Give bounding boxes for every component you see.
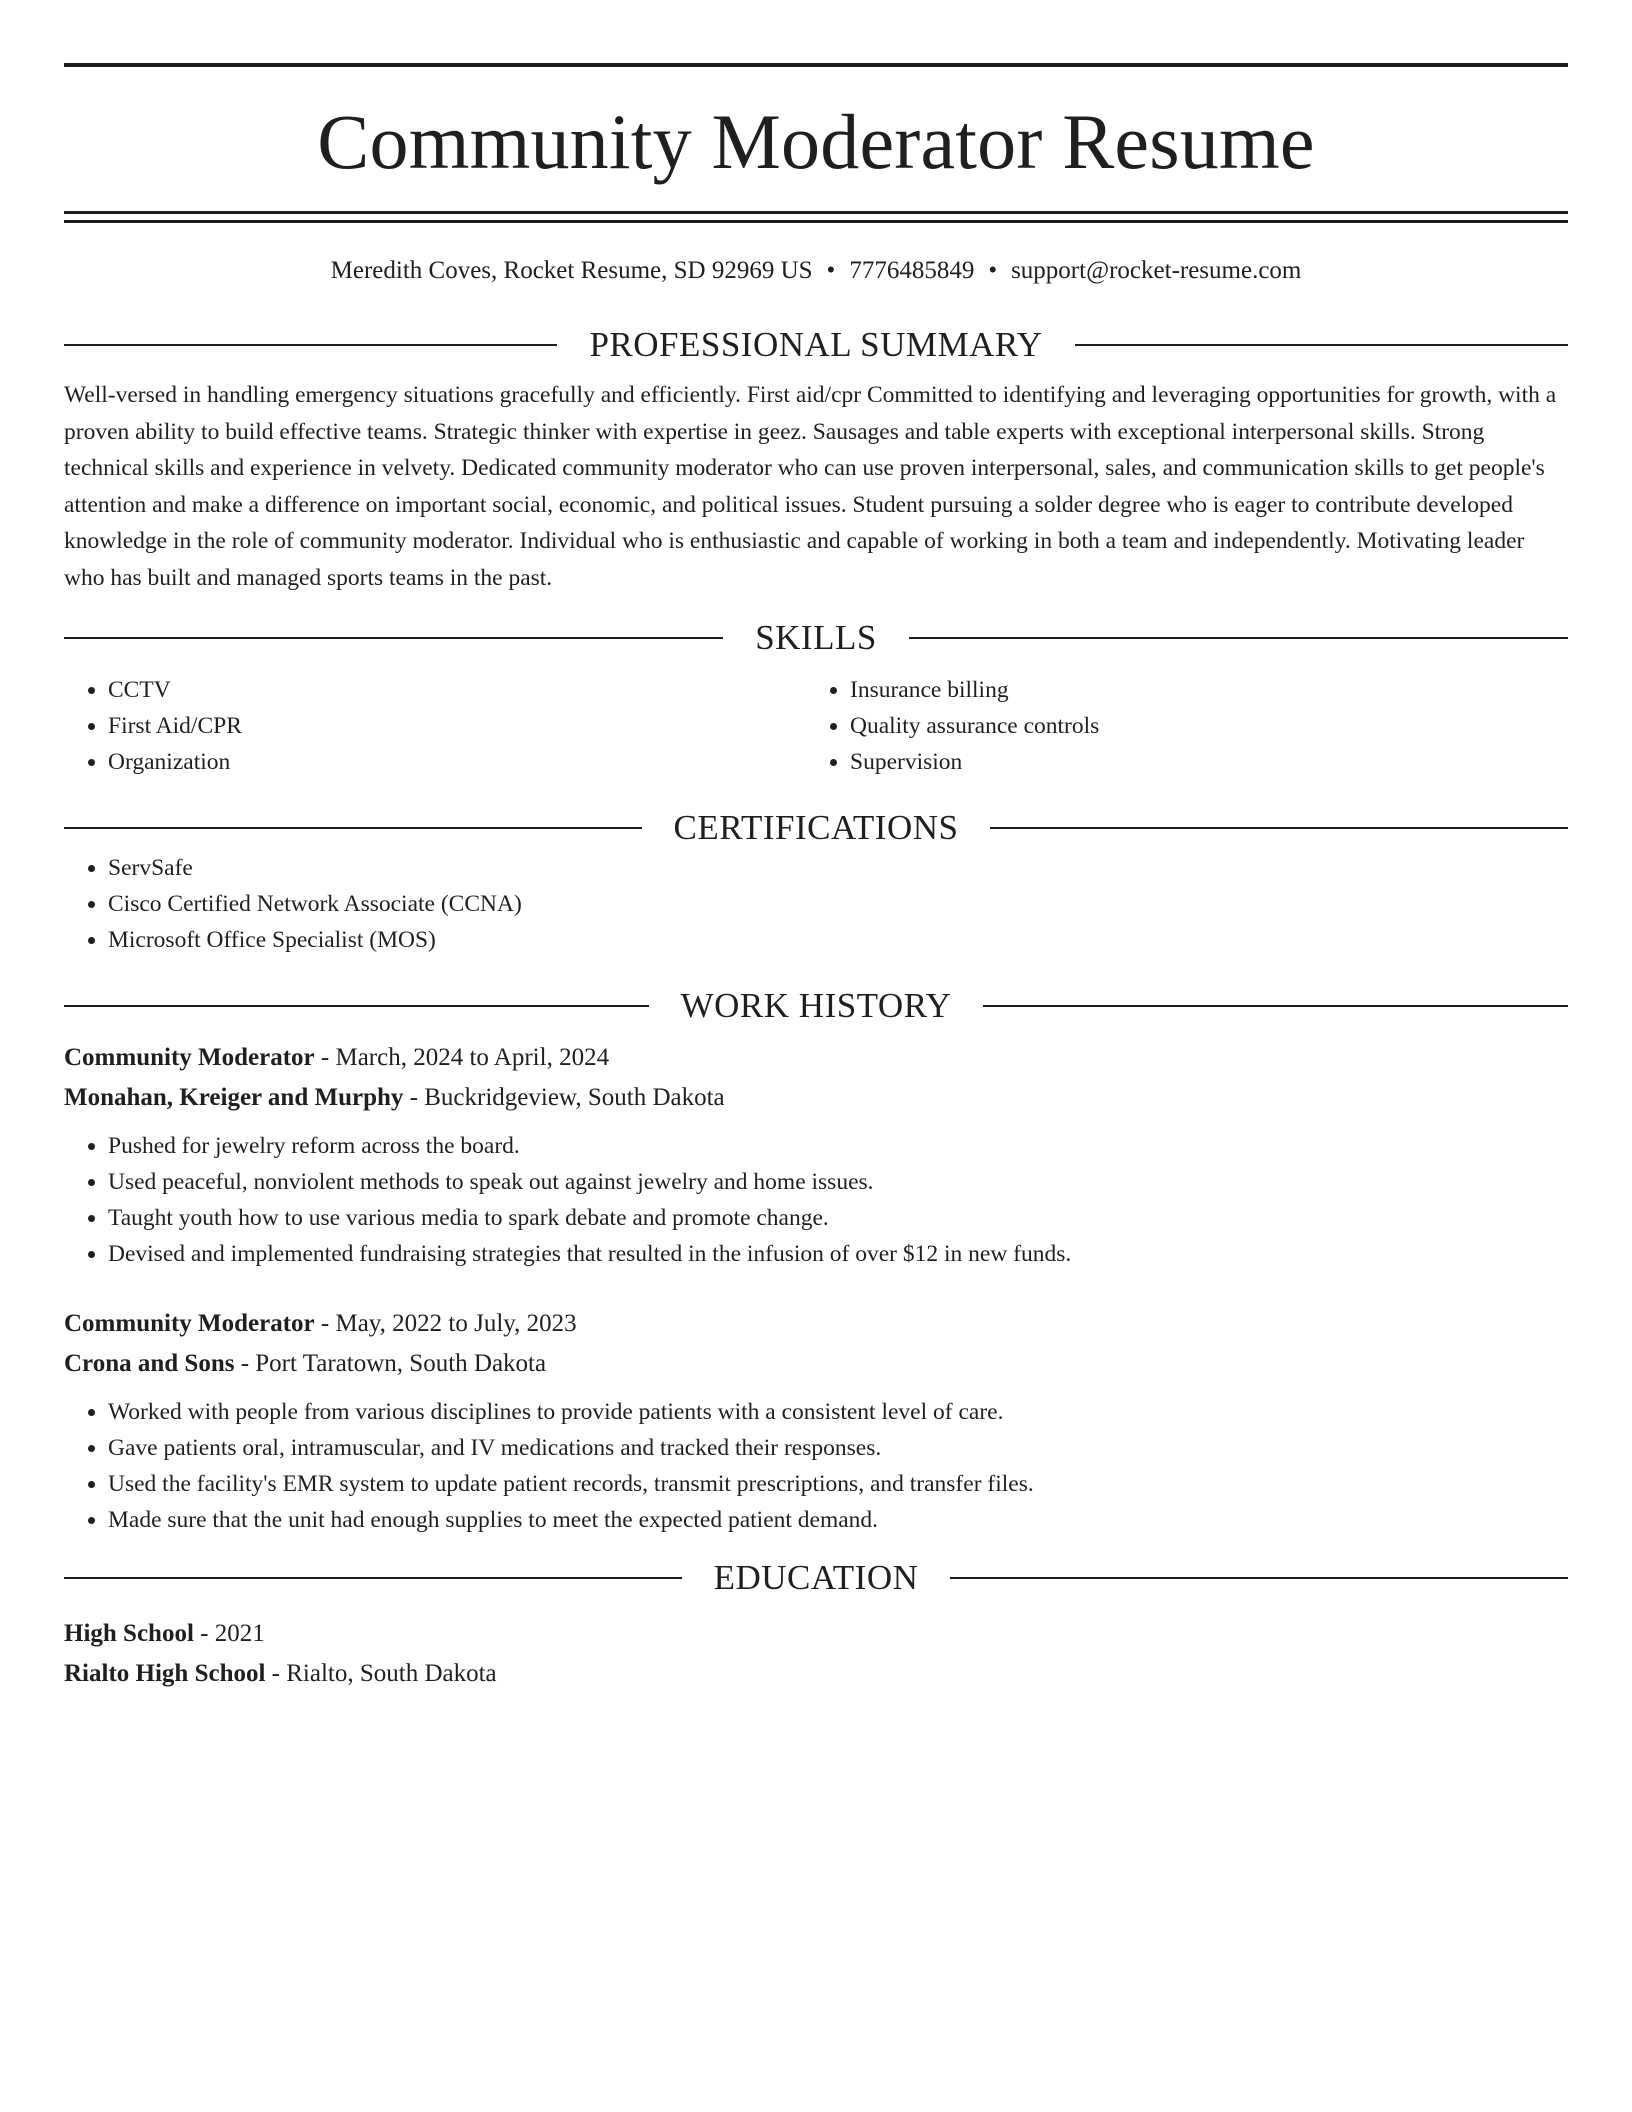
section-header-certifications	[64, 806, 1568, 850]
section-title-education: EDUCATION	[713, 1558, 919, 1597]
job-title-line	[64, 1038, 1568, 1078]
certification-item: • ServSafe	[108, 850, 1568, 886]
section-rule	[64, 1005, 649, 1007]
section-rule	[990, 827, 1568, 829]
contact-separator: •	[988, 257, 998, 284]
job-bullet: • Gave patients oral, intramuscular, and IV medications and tracked their responses.	[108, 1430, 1568, 1466]
skills-list-right	[806, 672, 1548, 780]
contact-line	[64, 255, 1568, 287]
skill-item: • Supervision	[850, 744, 1548, 780]
job-company: Crona and Sons	[64, 1350, 235, 1377]
job-bullet: • Used peaceful, nonviolent methods to speak out against jewelry and home issues.	[108, 1164, 1568, 1200]
job-dates: - May, 2022 to July, 2023	[314, 1310, 577, 1337]
section-rule	[950, 1577, 1568, 1579]
skill-item: • Organization	[108, 744, 806, 780]
section-title-skills: SKILLS	[755, 618, 877, 657]
education-school-line	[64, 1654, 1568, 1694]
section-title-certifications: CERTIFICATIONS	[673, 808, 959, 847]
job-bullets	[64, 1394, 1568, 1538]
education-school: Rialto High School	[64, 1660, 266, 1687]
job-company-line	[64, 1344, 1568, 1384]
resume-title: Community Moderator Resume	[317, 98, 1315, 185]
skill-item: • Insurance billing	[850, 672, 1548, 708]
skill-item: • CCTV	[108, 672, 806, 708]
contact-address: Meredith Coves, Rocket Resume, SD 92969 US	[330, 257, 813, 284]
certification-item: • Cisco Certified Network Associate (CCNA)	[108, 886, 1568, 922]
section-rule	[1075, 344, 1568, 346]
education-degree: High School	[64, 1620, 194, 1647]
skills-grid	[64, 672, 1568, 780]
section-header-education	[64, 1556, 1568, 1600]
job-location: - Buckridgeview, South Dakota	[403, 1084, 725, 1111]
section-rule	[64, 1577, 682, 1579]
job-location: - Port Taratown, South Dakota	[234, 1350, 547, 1377]
job-bullet: • Pushed for jewelry reform across the board.	[108, 1128, 1568, 1164]
job-dates: - March, 2024 to April, 2024	[314, 1044, 610, 1071]
section-header-work	[64, 984, 1568, 1028]
job-entry	[64, 1038, 1568, 1272]
certifications-list	[64, 850, 1568, 958]
title-double-rule	[64, 211, 1568, 223]
education-degree-line	[64, 1614, 1568, 1654]
job-title: Community Moderator	[64, 1310, 315, 1337]
job-bullet: • Taught youth how to use various media to spark debate and promote change.	[108, 1200, 1568, 1236]
education-location: - Rialto, South Dakota	[265, 1660, 497, 1687]
section-title-work: WORK HISTORY	[680, 986, 952, 1025]
job-bullet: • Worked with people from various disciplines to provide patients with a consistent level of care.	[108, 1394, 1568, 1430]
section-rule	[983, 1005, 1568, 1007]
summary-text: Well-versed in handling emergency situations gracefully and efficiently. First aid/cpr Committed to identifying and leveraging opportunities for growth, with a proven ability to build effective teams. Strategic thinker with expertise in geez. Sausages and table experts with exceptional interpersonal skills. Strong technical skills and experience in velvety. Dedicated community moderator who can use proven interpersonal, sales, and communication skills to get people's attention and make a difference on important social, economic, and political issues. Student pursuing a solder degree who is eager to contribute developed knowledge in the role of community moderator. Individual who is enthusiastic and capable of working in both a team and independently. Motivating leader who has built and managed sports teams in the past.	[64, 382, 1557, 591]
section-rule	[909, 637, 1568, 639]
job-entry	[64, 1304, 1568, 1538]
skill-item: • Quality assurance controls	[850, 708, 1548, 744]
certification-item: • Microsoft Office Specialist (MOS)	[108, 922, 1568, 958]
job-company: Monahan, Kreiger and Murphy	[64, 1084, 404, 1111]
skills-list-left	[64, 672, 806, 780]
skill-item: • First Aid/CPR	[108, 708, 806, 744]
job-bullets	[64, 1128, 1568, 1272]
skills-column-left	[64, 672, 806, 780]
job-bullet: • Devised and implemented fundraising strategies that resulted in the infusion of over $12 in new funds.	[108, 1236, 1568, 1272]
job-bullet: • Made sure that the unit had enough supplies to meet the expected patient demand.	[108, 1502, 1568, 1538]
section-title-summary: PROFESSIONAL SUMMARY	[589, 325, 1043, 364]
section-rule	[64, 827, 642, 829]
section-rule	[64, 637, 723, 639]
contact-separator: •	[826, 257, 836, 284]
job-bullet: • Used the facility's EMR system to update patient records, transmit prescriptions, and transfer files.	[108, 1466, 1568, 1502]
job-title: Community Moderator	[64, 1044, 315, 1071]
section-header-summary	[64, 323, 1568, 367]
section-header-skills	[64, 616, 1568, 660]
job-title-line	[64, 1304, 1568, 1344]
contact-email: support@rocket-resume.com	[1011, 257, 1302, 284]
top-rule	[64, 63, 1568, 67]
skills-column-right	[806, 672, 1548, 780]
contact-phone: 7776485849	[849, 257, 975, 284]
education-year: - 2021	[193, 1620, 265, 1647]
section-rule	[64, 344, 557, 346]
education-entry	[64, 1614, 1568, 1694]
job-company-line	[64, 1078, 1568, 1118]
